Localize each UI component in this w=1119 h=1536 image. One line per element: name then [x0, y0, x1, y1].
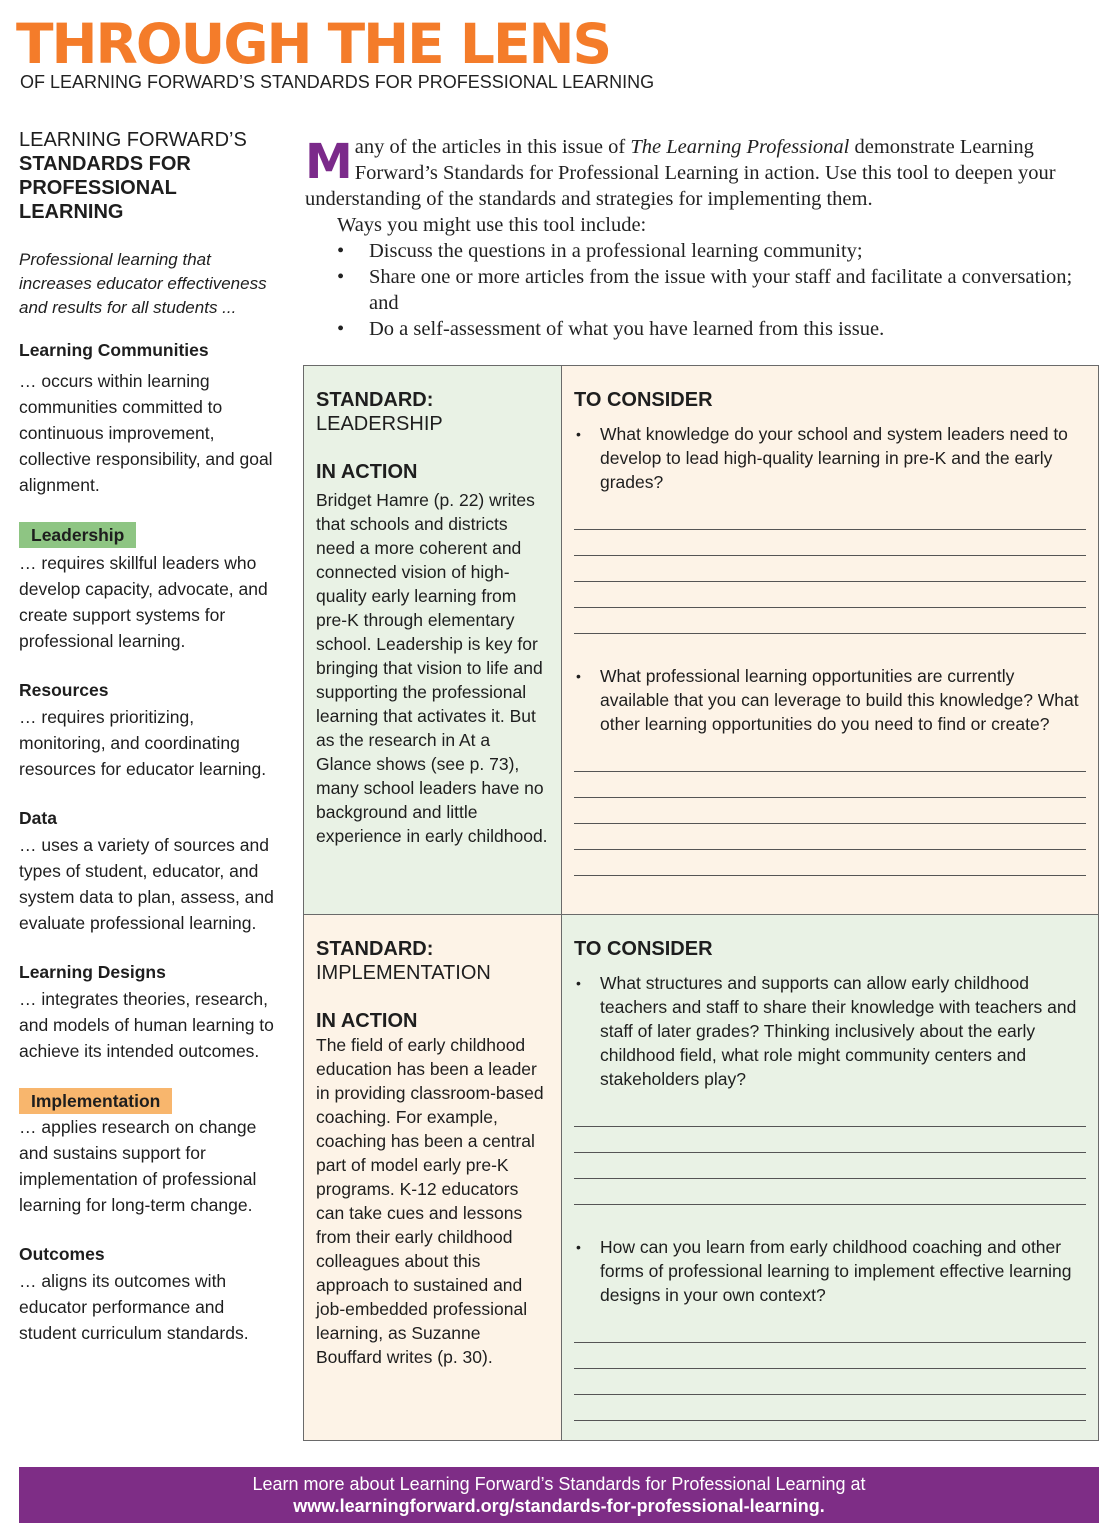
page-subtitle: OF LEARNING FORWARD’S STANDARDS FOR PROFESSIONAL LEARNING [20, 72, 655, 92]
standard-description: … applies research on change and sustains support for implementation of professional learning for long-term change. [19, 1117, 257, 1215]
standard-value: IMPLEMENTATION [316, 962, 491, 984]
sidebar-tagline: Professional learning that increases educator effectiveness and results for all students ... [19, 250, 267, 317]
answer-lines[interactable] [574, 1101, 1086, 1205]
standard-implementation [19, 1088, 281, 1218]
consider-question: • What professional learning opportunities are currently available that you can leverage to build this knowledge? What other learning opportunities do you need to find or create? [576, 666, 1079, 734]
in-action-label: IN ACTION [316, 461, 418, 483]
ways-list [305, 238, 1095, 342]
standard-description: … requires skillful leaders who develop capacity, advocate, and create support systems for professional learning. [19, 553, 268, 651]
ways-lead: Ways you might use this tool include: [337, 214, 647, 236]
consider-label: TO CONSIDER [574, 938, 713, 960]
in-action-label: IN ACTION [316, 1010, 418, 1032]
standard-description: … integrates theories, research, and models of human learning to achieve its intended outcomes. [19, 989, 274, 1061]
in-action-text: The field of early childhood education has been a leader in providing classroom-based coaching. For example, coaching has been a central part of model early pre-K programs. K-12 educators can take cues and lessons from their early childhood colleagues about this approach to sustained and job-embedded professional learning, as Suzanne Bouffard writes (p. 30). [316, 1035, 544, 1367]
standard-name-highlight: Implementation [19, 1088, 172, 1114]
intro-section [305, 134, 1095, 342]
standard-description: … uses a variety of sources and types of student, educator, and system data to plan, assess, and evaluate professional learning. [19, 835, 274, 933]
publication-title: The Learning Professional [630, 136, 850, 158]
footer-text: Learn more about Learning Forward’s Standards for Professional Learning at [252, 1474, 866, 1494]
standard-name: Data [19, 808, 57, 828]
list-item: • Share one or more articles from the issue with your staff and facilitate a conversation; and [337, 266, 1073, 314]
consider-question: • What structures and supports can allow early childhood teachers and staff to share their knowledge with teachers and staff of later grades? Thinking inclusively about the early childhood field, what role might community centers and stakeholders play? [576, 973, 1077, 1089]
standard-value: LEADERSHIP [316, 413, 443, 435]
sidebar-heading-org: LEARNING FORWARD’S [19, 129, 247, 151]
standards-table [303, 365, 1099, 1441]
intro-paragraph [305, 134, 1095, 212]
intro-text-end: demonstrate Learning Forward’s Standards for Professional Learning in action. Use this tool to deepen your understanding of the standards and strategies for implementing them. [305, 136, 1056, 210]
list-item: • Do a self-assessment of what you have learned from this issue. [337, 318, 885, 340]
footer-link[interactable]: www.learningforward.org/standards-for-professional-learning. [293, 1496, 825, 1516]
consider-question: • What knowledge do your school and system leaders need to develop to lead high-quality learning in pre-K and the early grades? [576, 424, 1068, 492]
implementation-in-action-cell [304, 915, 562, 1440]
intro-text-start: any of the articles in this issue of [354, 136, 631, 158]
page-title: THROUGH THE LENS [16, 12, 611, 76]
consider-label: TO CONSIDER [574, 389, 713, 411]
standard-name-highlight: Leadership [19, 522, 136, 548]
standard-name: Learning Designs [19, 962, 166, 982]
standard-name: Resources [19, 680, 109, 700]
standard-resources [19, 678, 281, 782]
drop-cap: M [305, 134, 353, 190]
standard-label: STANDARD: [316, 389, 434, 411]
standard-description: … requires prioritizing, monitoring, and coordinating resources for educator learning. [19, 707, 267, 779]
answer-lines[interactable] [574, 504, 1086, 634]
standard-outcomes [19, 1242, 281, 1346]
list-item: • Discuss the questions in a professional learning community; [337, 240, 863, 262]
standard-name: Outcomes [19, 1244, 105, 1264]
standard-leadership [19, 522, 281, 654]
standard-label: STANDARD: [316, 938, 434, 960]
consider-question: • How can you learn from early childhood coaching and other forms of professional learning to implement effective learning designs in your own context? [576, 1237, 1072, 1305]
answer-lines[interactable] [574, 746, 1086, 876]
standard-learning-communities [19, 338, 281, 498]
leadership-in-action-cell [304, 366, 562, 915]
sidebar-heading-standards: STANDARDS FOR PROFESSIONAL LEARNING [19, 153, 191, 223]
footer-banner [19, 1467, 1099, 1523]
standard-learning-designs [19, 960, 281, 1064]
standard-description: … occurs within learning communities committed to continuous improvement, collective responsibility, and goal alignment. [19, 371, 273, 495]
in-action-text: Bridget Hamre (p. 22) writes that schools and districts need a more coherent and connected vision of high-quality early learning from pre-K through elementary school. Leadership is key for bringing that vision to life and supporting the professional learning that activates it. But as the research in At a Glance shows (see p. 73), many school leaders have no background and little experience in early childhood. [316, 490, 548, 846]
standard-data [19, 806, 281, 936]
standard-name: Learning Communities [19, 340, 209, 360]
implementation-consider-cell [562, 915, 1098, 1440]
answer-lines[interactable] [574, 1317, 1086, 1421]
standards-sidebar [19, 128, 281, 1346]
standard-description: … aligns its outcomes with educator performance and student curriculum standards. [19, 1271, 249, 1343]
leadership-consider-cell [562, 366, 1098, 915]
